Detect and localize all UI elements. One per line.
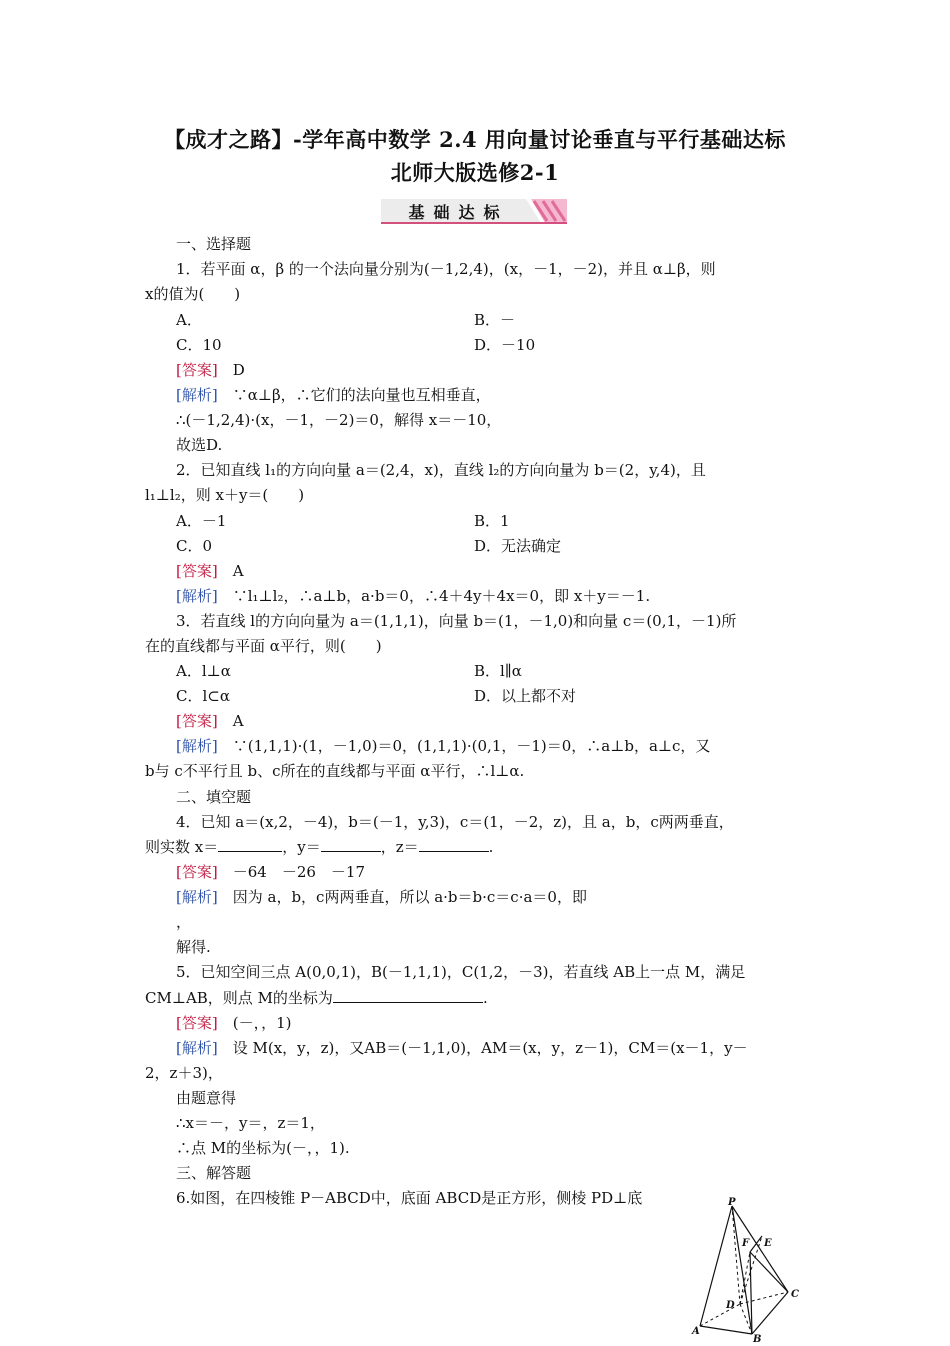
question-3-line-1: 3．若直线 l的方向向量为 a＝(1,1,1)，向量 b＝(1，－1,0)和向量 c＝(0,1，－1)所: [176, 612, 737, 630]
explanation-5-line-5: ∴点 M的坐标为(－，，1).: [176, 1139, 350, 1157]
question-2-option-b: B．1: [474, 512, 510, 530]
question-5-text: CM⊥AB，则点 M的坐标为: [145, 989, 333, 1007]
question-2-line-1: 2．已知直线 l₁的方向向量 a＝(2,4，x)，直线 l₂的方向向量为 b＝(2，y,4)，且: [176, 461, 706, 479]
answer-tag: [答案]: [176, 361, 218, 379]
blank-z: [419, 837, 489, 852]
explanation-5-line-2: 2，z＋3)，: [145, 1064, 223, 1082]
explanation-5: [176, 1038, 748, 1058]
banner-label: 基础达标: [408, 203, 509, 222]
blank-y: [321, 837, 381, 852]
question-3-option-b: B．l∥α: [474, 662, 522, 680]
answer-5: [176, 1013, 291, 1033]
explanation-2: [176, 586, 650, 606]
answer-tag: [答案]: [176, 863, 218, 881]
question-1-option-b: B．－: [474, 311, 516, 329]
question-3-line-2: 在的直线都与平面 α平行，则( ): [145, 637, 382, 655]
answer-1-value: D: [232, 361, 245, 379]
question-3-option-a: A．l⊥α: [176, 662, 231, 680]
answer-1: [176, 360, 245, 380]
question-1-option-a: A．: [176, 311, 202, 329]
blank-m-coord: [333, 988, 483, 1003]
question-1-line-1: 1．若平面 α，β 的一个法向量分别为(－1,2,4)，(x，－1，－2)，并且 α⊥β，则: [176, 260, 716, 278]
question-3-option-c: C．l⊂α: [176, 687, 230, 705]
question-2-line-2: l₁⊥l₂，则 x＋y＝( ): [145, 486, 305, 504]
question-2-option-a: A．－1: [176, 512, 227, 530]
explanation-5-line-4: ∴x＝－，y＝，z＝1，: [176, 1114, 325, 1132]
explanation-3-line-2: b与 c不平行且 b、c所在的直线都与平面 α平行，∴l⊥α.: [145, 762, 525, 780]
explanation-1-line-1: ∵α⊥β，∴它们的法向量也互相垂直，: [232, 386, 491, 404]
question-5-period: .: [482, 989, 488, 1007]
section-heading-2: 二、填空题: [176, 788, 252, 806]
explanation-tag: [解析]: [176, 1039, 218, 1057]
label-c: C: [791, 1289, 799, 1300]
document-title-line-1: 【成才之路】-学年高中数学 2.4 用向量讨论垂直与平行基础达标: [164, 127, 786, 152]
label-a: A: [692, 1326, 700, 1337]
pyramid-figure: [690, 1196, 810, 1342]
explanation-1-line-3: 故选D.: [176, 436, 223, 454]
question-2-option-c: C．0: [176, 537, 213, 555]
question-1-line-2: x的值为( ): [145, 285, 241, 303]
question-5-line-1: 5．已知空间三点 A(0,0,1)，B(－1,1,1)，C(1,2，－3)，若直线 AB上一点 M，满足: [176, 963, 746, 981]
question-4-y-label: ，y＝: [282, 838, 321, 856]
explanation-5-line-3: 由题意得: [176, 1089, 237, 1107]
answer-3: [176, 711, 244, 731]
answer-3-value: A: [232, 712, 244, 730]
answer-tag: [答案]: [176, 562, 218, 580]
section-heading-1: 一、选择题: [176, 235, 252, 253]
explanation-3-line-1: ∵(1,1,1)·(1，－1,0)＝0，(1,1,1)·(0,1，－1)＝0，∴a⊥b，a⊥c，又: [232, 737, 711, 755]
question-1-option-d: D．－10: [474, 336, 536, 354]
explanation-3: [176, 736, 710, 756]
explanation-1: [176, 385, 491, 405]
answer-tag: [答案]: [176, 1014, 218, 1032]
section-heading-3: 三、解答题: [176, 1164, 252, 1182]
answer-tag: [答案]: [176, 712, 218, 730]
document-title-line-2: 北师大版选修2-1: [390, 160, 560, 185]
section-banner: [381, 198, 567, 224]
question-4-x-label: 则实数 x＝: [145, 838, 219, 856]
answer-4-value: －64 －26 －17: [232, 863, 365, 881]
explanation-4-line-3: 解得.: [176, 938, 211, 956]
label-b: B: [753, 1334, 762, 1342]
explanation-tag: [解析]: [176, 386, 218, 404]
question-3-option-d: D．以上都不对: [474, 687, 577, 705]
answer-2-value: A: [232, 562, 244, 580]
question-4-period: .: [488, 838, 494, 856]
label-e: E: [764, 1238, 772, 1249]
explanation-tag: [解析]: [176, 587, 218, 605]
explanation-tag: [解析]: [176, 737, 218, 755]
answer-5-value: (－，，1): [232, 1014, 292, 1032]
blank-x: [218, 837, 282, 852]
answer-2: [176, 561, 244, 581]
explanation-4-line-1: 因为 a，b，c两两垂直，所以 a·b＝b·c＝c·a＝0，即: [232, 888, 587, 906]
explanation-4: [176, 887, 587, 907]
label-d: D: [726, 1300, 735, 1311]
explanation-2-text: ∵l₁⊥l₂，∴a⊥b，a·b＝0，∴4＋4y＋4x＝0，即 x＋y＝－1.: [232, 587, 651, 605]
explanation-1-line-2: ∴(－1,2,4)·(x，－1，－2)＝0，解得 x＝－10，: [176, 411, 502, 429]
explanation-4-line-2: ，: [176, 913, 192, 931]
question-4-z-label: ，z＝: [380, 838, 419, 856]
question-2-option-d: D．无法确定: [474, 537, 562, 555]
explanation-tag: [解析]: [176, 888, 218, 906]
label-f: F: [742, 1238, 750, 1249]
question-4-line-2: [145, 837, 493, 857]
question-1-option-c: C．10: [176, 336, 222, 354]
question-4-line-1: 4．已知 a＝(x,2，－4)，b＝(－1，y,3)，c＝(1，－2，z)，且 a，b，c两两垂直，: [176, 813, 734, 831]
question-6-line-1: 6.如图，在四棱锥 P－ABCD中，底面 ABCD是正方形，侧棱 PD⊥底: [176, 1189, 643, 1207]
pyramid-diagram: [690, 1196, 810, 1342]
label-p: P: [728, 1197, 736, 1208]
question-5-line-2: [145, 988, 488, 1008]
explanation-5-line-1: 设 M(x，y，z)，又AB＝(－1,1,0)，AM＝(x，y，z－1)，CM＝(x－1，y－: [232, 1039, 748, 1057]
answer-4: [176, 862, 365, 882]
